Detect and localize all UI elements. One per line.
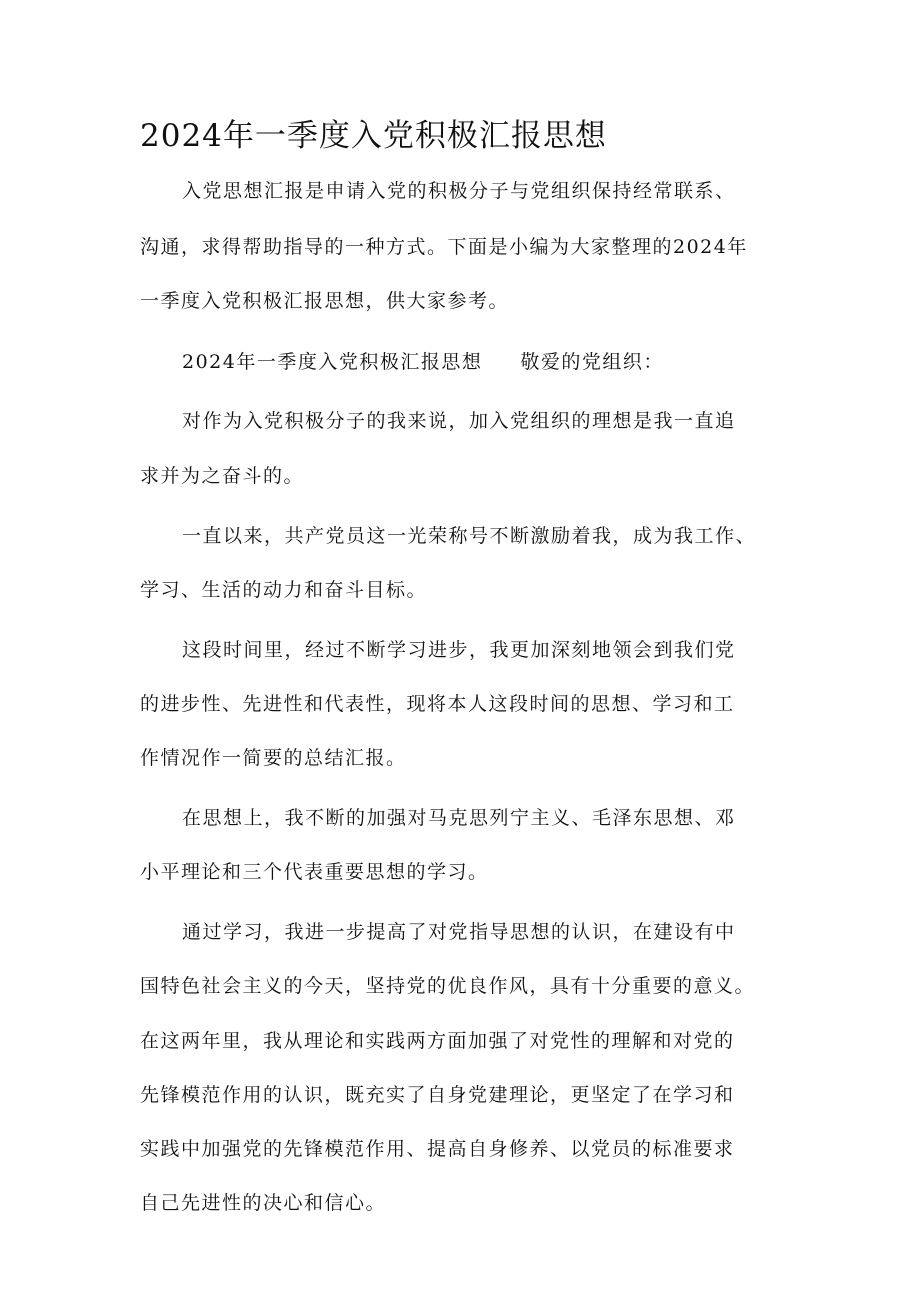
subheading: 2024年一季度入党积极汇报思想 — [182, 351, 483, 373]
paragraph-line: 的进步性、先进性和代表性，现将本人这段时间的思想、学习和工 — [140, 693, 735, 715]
paragraph-line: 作情况作一简要的总结汇报。 — [140, 747, 407, 769]
paragraph-line: 自己先进性的决心和信心。 — [140, 1192, 387, 1214]
salutation-line — [182, 347, 664, 377]
paragraph-line: 学习、生活的动力和奋斗目标。 — [140, 579, 428, 601]
paragraph-line: 在这两年里，我从理论和实践两方面加强了对党性的理解和对党的 — [140, 1030, 735, 1052]
salutation: 敬爱的党组织： — [520, 351, 664, 373]
paragraph-line: 一直以来，共产党员这一光荣称号不断激励着我，成为我工作、 — [182, 525, 757, 547]
paragraph-line: 这段时间里，经过不断学习进步，我更加深刻地领会到我们党 — [182, 639, 736, 661]
paragraph-line: 在思想上，我不断的加强对马克思列宁主义、毛泽东思想、邓 — [182, 807, 736, 829]
paragraph-line: 求并为之奋斗的。 — [140, 465, 305, 487]
paragraph-line: 通过学习，我进一步提高了对党指导思想的认识，在建设有中 — [182, 921, 736, 943]
paragraph-line: 对作为入党积极分子的我来说，加入党组织的理想是我一直追 — [182, 410, 736, 432]
paragraph-line: 沟通，求得帮助指导的一种方式。下面是小编为大家整理的2024年 — [140, 236, 748, 258]
paragraph-line: 国特色社会主义的今天，坚持党的优良作风，具有十分重要的意义。 — [140, 975, 756, 997]
paragraph-line: 一季度入党积极汇报思想，供大家参考。 — [140, 290, 510, 312]
paragraph-line: 小平理论和三个代表重要思想的学习。 — [140, 861, 489, 883]
document-title: 2024年一季度入党积极汇报思想 — [140, 118, 607, 154]
paragraph-line: 先锋模范作用的认识，既充实了自身党建理论，更坚定了在学习和 — [140, 1084, 735, 1106]
paragraph-line: 实践中加强党的先锋模范作用、提高自身修养、以党员的标准要求 — [140, 1138, 735, 1160]
paragraph-line: 入党思想汇报是申请入党的积极分子与党组织保持经常联系、 — [182, 180, 736, 202]
